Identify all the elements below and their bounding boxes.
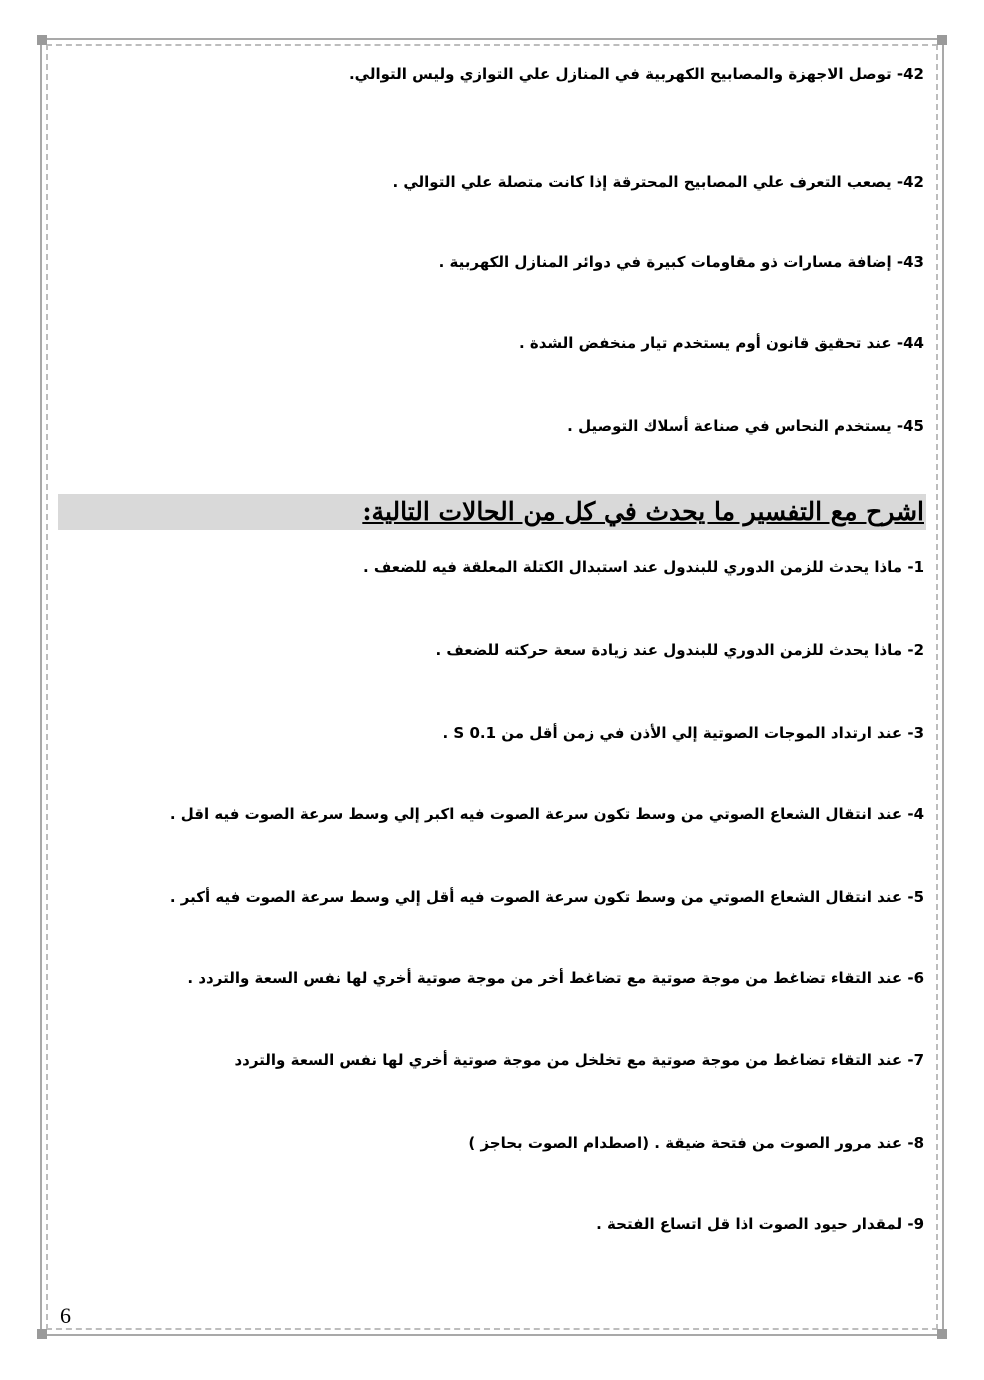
explain-item: 6- عند التقاء تضاغط من موجة صوتية مع تضاغط أخر من موجة صوتية أخري لها نفس السعة والتردد .	[187, 969, 924, 987]
question-item: 42- يصعب التعرف علي المصابيح المحترقة إذا كانت متصلة علي التوالي .	[392, 173, 924, 191]
explain-item: 5- عند انتقال الشعاع الصوتي من وسط تكون سرعة الصوت فيه أقل إلي وسط سرعة الصوت فيه أكبر .	[169, 888, 924, 906]
explain-item: 2- ماذا يحدث للزمن الدوري للبندول عند زيادة سعة حركته للضعف .	[435, 641, 924, 659]
border-corner	[937, 35, 947, 45]
section-heading	[58, 494, 926, 530]
question-item: 42- توصل الاجهزة والمصابيح الكهربية في المنازل علي التوازي وليس التوالي.	[348, 65, 924, 83]
page-number: 6	[60, 1303, 71, 1328]
explain-item: 1- ماذا يحدث للزمن الدوري للبندول عند استبدال الكتلة المعلقة فيه للضعف .	[362, 558, 924, 576]
question-item: 44- عند تحقيق قانون أوم يستخدم تيار منخفض الشدة .	[518, 334, 924, 352]
explain-item: 4- عند انتقال الشعاع الصوتي من وسط تكون سرعة الصوت فيه اكبر إلي وسط سرعة الصوت فيه اقل .	[169, 805, 924, 823]
border-corner	[37, 1329, 47, 1339]
question-item: 43- إضافة مسارات ذو مقاومات كبيرة في دوائر المنازل الكهربية .	[438, 253, 924, 271]
explain-item: 8- عند مرور الصوت من فتحة ضيقة . (اصطدام الصوت بحاجز )	[468, 1134, 924, 1152]
question-item: 45- يستخدم النحاس في صناعة أسلاك التوصيل .	[567, 417, 924, 435]
explain-item: 9- لمقدار حيود الصوت اذا قل اتساع الفتحة .	[596, 1215, 924, 1233]
border-corner	[37, 35, 47, 45]
border-corner	[937, 1329, 947, 1339]
section-title: اشرح مع التفسير ما يحدث في كل من الحالات التالية:	[362, 497, 924, 526]
explain-item: 7- عند التقاء تضاغط من موجة صوتية مع تخلخل من موجة صوتية أخري لها نفس السعة والتردد	[234, 1051, 924, 1069]
explain-item: 3- عند ارتداد الموجات الصوتية إلي الأذن في زمن أقل من 0.1 S .	[442, 724, 924, 742]
